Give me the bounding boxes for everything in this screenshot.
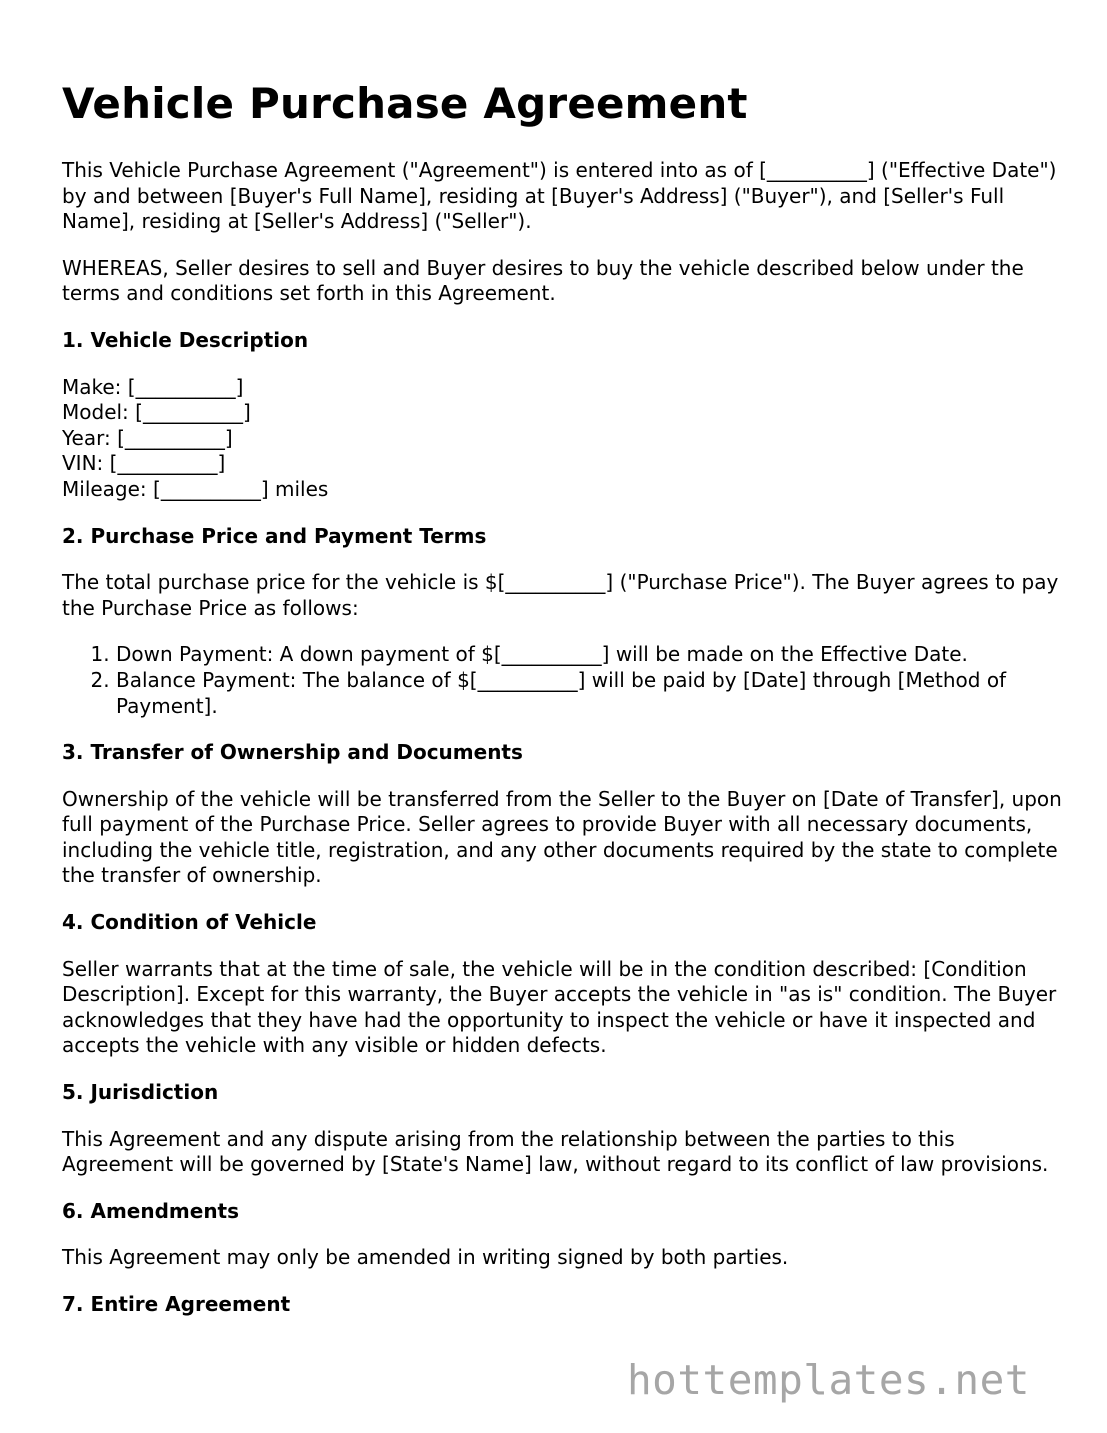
- intro-paragraph: This Vehicle Purchase Agreement ("Agreement") is entered into as of [__________] ("Effective Date") by and between [Buyer's Full Name], residing at [Buyer's Address] ("Buyer"), and [Seller's Full Name], residing at [Seller's Address] ("Seller").: [62, 158, 1057, 234]
- section-heading-amendments: 6. Amendments: [62, 1198, 240, 1223]
- watermark-text: hottemplates.net: [627, 1356, 1030, 1404]
- condition-paragraph: Seller warrants that at the time of sale, the vehicle will be in the condition described: [Condition Description]. Except for this warranty, the Buyer accepts the vehicle in "as is" condition. The Buyer acknowledges that they have had the opportunity to inspect the vehicle or have it inspected and accepts the vehicle with any visible or hidden defects.: [62, 956, 1057, 1058]
- section-heading-entire-agreement: 7. Entire Agreement: [62, 1292, 291, 1316]
- document-page: [62, 78, 1062, 1339]
- list-item-balance-payment: 2. Balance Payment: The balance of $[__________] will be paid by [Date] through [Method of Payment].: [116, 668, 1062, 719]
- payment-terms-list: [62, 642, 1062, 719]
- purchase-price-paragraph: The total purchase price for the vehicle is $[__________] ("Purchase Price"). The Buyer agrees to pay the Purchase Price as follows:: [62, 570, 1059, 620]
- jurisdiction-paragraph: This Agreement and any dispute arising from the relationship between the parties to this Agreement will be governed by [State's Name] law, without regard to its conflict of law provisions.: [62, 1126, 1049, 1177]
- section-heading-vehicle-description: 1. Vehicle Description: [62, 327, 309, 352]
- whereas-paragraph: WHEREAS, Seller desires to sell and Buyer desires to buy the vehicle described below under the terms and conditions set forth in this Agreement.: [62, 255, 1024, 306]
- model-field: Model: [__________]: [62, 400, 251, 425]
- section-heading-condition: 4. Condition of Vehicle: [62, 910, 317, 935]
- transfer-paragraph: Ownership of the vehicle will be transferred from the Seller to the Buyer on [Date of Transfer], upon full payment of the Purchase Price. Seller agrees to provide Buyer with all necessary documents, including the vehicle title, registration, and any other documents required by the state to complete the transfer of ownership.: [62, 786, 1062, 888]
- amendments-paragraph: This Agreement may only be amended in writing signed by both parties.: [62, 1245, 789, 1270]
- section-heading-transfer: 3. Transfer of Ownership and Documents: [62, 740, 523, 765]
- mileage-field: Mileage: [__________] miles: [62, 476, 329, 501]
- year-field: Year: [__________]: [62, 425, 233, 450]
- make-field: Make: [__________]: [62, 374, 244, 399]
- list-item-down-payment: 1. Down Payment: A down payment of $[__________] will be made on the Effective Date.: [116, 642, 1062, 668]
- vehicle-fields: [62, 375, 1062, 503]
- vin-field: VIN: [__________]: [62, 451, 226, 476]
- document-title: Vehicle Purchase Agreement: [62, 79, 748, 128]
- section-heading-jurisdiction: 5. Jurisdiction: [62, 1080, 219, 1105]
- section-heading-purchase-price: 2. Purchase Price and Payment Terms: [62, 523, 487, 548]
